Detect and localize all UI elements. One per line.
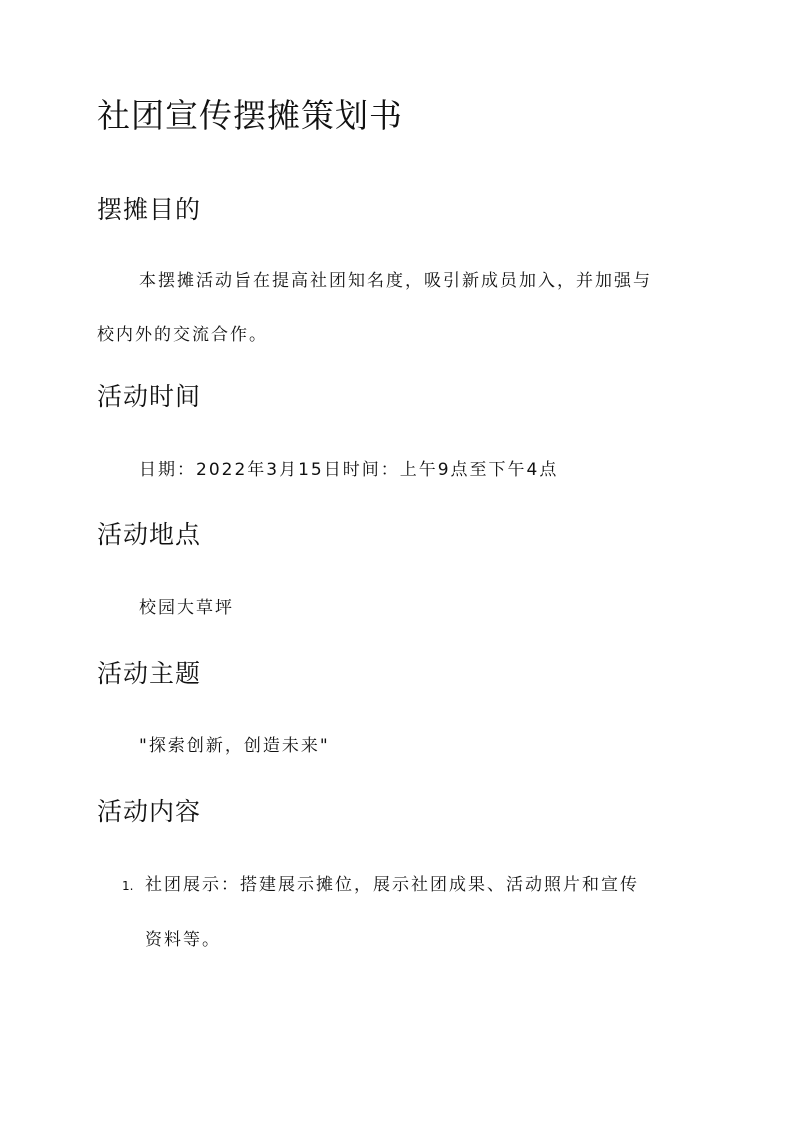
list-item-line: 资料等。 [145, 930, 221, 950]
section-heading-content: 活动内容 [97, 797, 202, 826]
list-item [97, 868, 717, 978]
section-heading-time: 活动时间 [97, 382, 202, 411]
time-paragraph [97, 453, 707, 507]
paragraph-line: 校园大草坪 [139, 598, 234, 618]
theme-paragraph [97, 729, 707, 783]
content-list [97, 868, 717, 978]
location-paragraph [97, 591, 707, 645]
document-title: 社团宣传摆摊策划书 [97, 96, 403, 135]
list-number: 1. [122, 879, 134, 893]
section-heading-theme: 活动主题 [97, 659, 202, 688]
paragraph-line: 日期：2022年3月15日时间：上午9点至下午4点 [139, 460, 559, 480]
purpose-paragraph [97, 264, 707, 372]
list-item-line: 社团展示：搭建展示摊位，展示社团成果、活动照片和宣传 [145, 875, 639, 895]
paragraph-line: "探索创新，创造未来" [139, 736, 330, 756]
paragraph-line: 校内外的交流合作。 [97, 325, 268, 345]
paragraph-line: 本摆摊活动旨在提高社团知名度，吸引新成员加入，并加强与 [139, 271, 652, 291]
section-heading-location: 活动地点 [97, 520, 202, 549]
section-heading-purpose: 摆摊目的 [97, 195, 202, 224]
